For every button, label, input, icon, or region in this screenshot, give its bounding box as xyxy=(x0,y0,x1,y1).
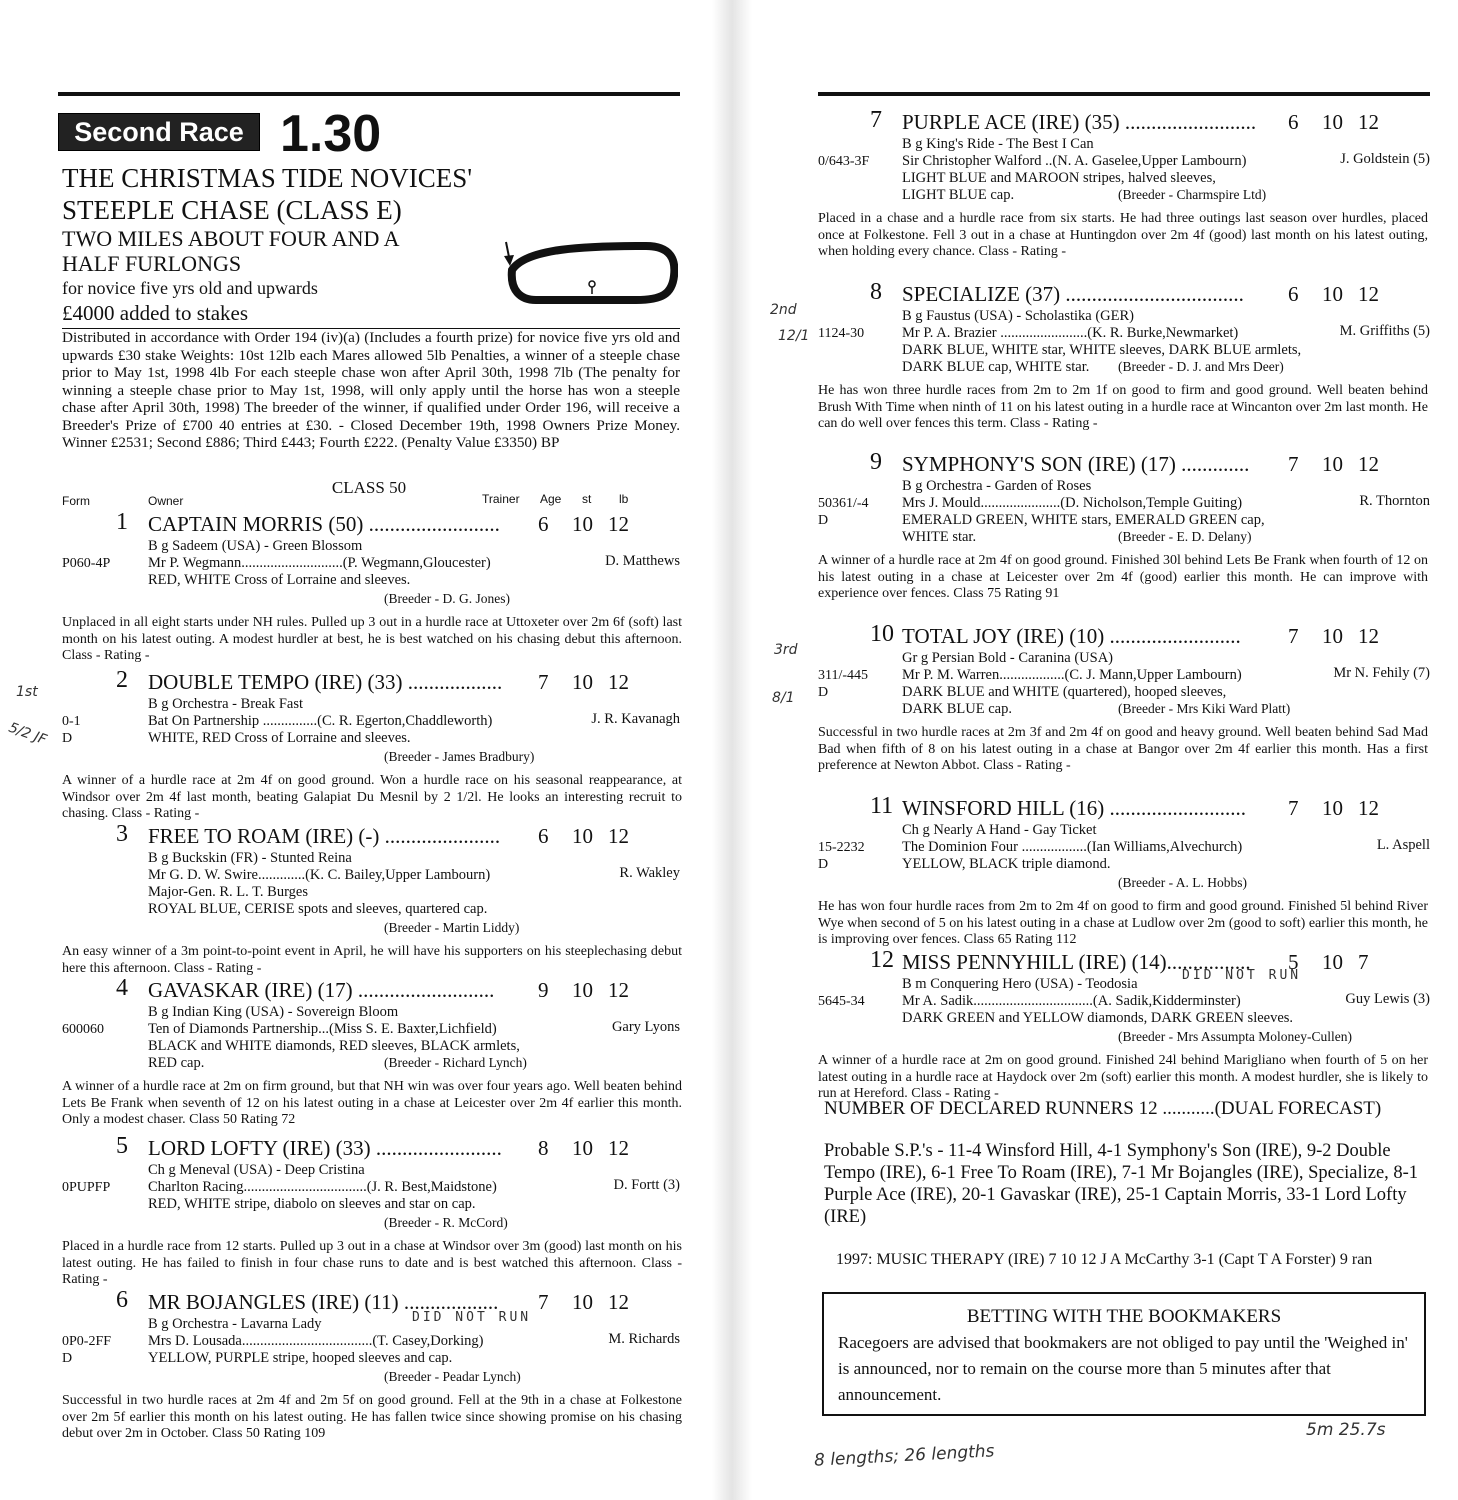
col-age: Age xyxy=(540,492,562,506)
runner-owner-trainer: Bat On Partnership ...............(C. R. Egerton,Chaddleworth) xyxy=(148,713,493,729)
runner-st: 10 xyxy=(572,1136,593,1160)
runner-comment: He has won three hurdle races from 2m to 2m 1f on good to firm and good ground. Well beaten behind Brush With Time when ninth of 11 on his latest outing in a hurdle race at Wincanton over 2m last month. He can do well over fences this term. Class - Rating - xyxy=(818,383,1428,431)
runner-colours: DARK BLUE and WHITE (quartered), hooped sleeves, xyxy=(902,684,1227,700)
runner-colours: RED, WHITE stripe, diabolo on sleeves and star on cap. xyxy=(148,1196,476,1212)
runner-form: 1124-30 xyxy=(818,326,865,341)
runner-st: 10 xyxy=(572,670,593,694)
runner-breeder: (Breeder - A. L. Hobbs) xyxy=(1118,875,1247,890)
runner-colours-extra: WHITE star. xyxy=(902,529,977,545)
runner-form-flag: D xyxy=(818,685,829,700)
runner-number: 10 xyxy=(870,621,894,647)
runner-colours: LIGHT BLUE and MAROON stripes, halved sleeves, xyxy=(902,170,1216,186)
runner-colours: BLACK and WHITE diamonds, RED sleeves, BLACK armlets, xyxy=(148,1038,520,1054)
runner-lb: 12 xyxy=(608,1136,629,1160)
runner-comment: Placed in a chase and a hurdle race from six starts. He had three outings last season over hurdles, placed once at Folkestone. Fell 3 out in a chase at Huntingdon over 2m 4f (good) last month on his latest outing, when holding every chance. Class - Rating - xyxy=(818,211,1428,259)
runner-colours: DARK GREEN and YELLOW diamonds, DARK GREEN sleeves. xyxy=(902,1010,1294,1026)
runner-breeder: (Breeder - E. D. Delany) xyxy=(1118,529,1252,544)
runner-st: 10 xyxy=(572,512,593,536)
runner-owner-trainer: Mrs J. Mould......................(D. Nicholson,Temple Guiting) xyxy=(902,495,1243,511)
race-distance-line2: HALF FURLONGS xyxy=(62,251,242,276)
runner-lb: 12 xyxy=(608,670,629,694)
runner-lb: 7 xyxy=(1358,950,1369,974)
hand-second-place: 2nd xyxy=(770,302,797,318)
hand-dnr-12: DID NOT RUN xyxy=(1182,968,1302,983)
runner-breeding: B g Orchestra - Lavarna Lady xyxy=(148,1316,322,1332)
runner-jockey: L. Aspell xyxy=(1376,837,1430,853)
runner-name: GAVASKAR (IRE) (17) .......................... xyxy=(148,978,495,1002)
runner-form: 600060 xyxy=(62,1022,104,1037)
hand-first-place: 1st xyxy=(16,684,38,700)
runner-form: 0P0-2FF xyxy=(62,1334,112,1349)
runner-jockey: D. Matthews xyxy=(605,553,680,569)
race-conditions xyxy=(62,328,680,452)
runner-number: 8 xyxy=(870,279,882,305)
runner-number: 4 xyxy=(116,975,128,1001)
runner-number: 6 xyxy=(116,1287,128,1313)
runner-jockey: M. Richards xyxy=(608,1331,680,1347)
runner-lb: 12 xyxy=(1358,796,1379,820)
runner-colours: WHITE, RED Cross of Lorraine and sleeves. xyxy=(148,730,411,746)
runner-owner-extra: Major-Gen. R. L. T. Burges xyxy=(148,884,308,900)
runner-name: MISS PENNYHILL (IRE) (14)................ xyxy=(902,950,1251,974)
runner-breeding: B g King's Ride - The Best I Can xyxy=(902,136,1094,152)
hand-dnr-6: DID NOT RUN xyxy=(412,1310,532,1325)
runner-form: 0PUPFP xyxy=(62,1180,111,1195)
runner-name: LORD LOFTY (IRE) (33) ........................ xyxy=(148,1136,502,1160)
runner-jockey: Guy Lewis (3) xyxy=(1345,991,1430,1007)
runner-age: 5 xyxy=(1288,950,1299,974)
runner-lb: 12 xyxy=(608,978,629,1002)
runner-jockey: R. Thornton xyxy=(1359,493,1430,509)
runner-owner-trainer: Mrs D. Lousada....................................(T. Casey,Dorking) xyxy=(148,1333,484,1349)
page-fold xyxy=(712,0,752,1500)
runner-breeding: Ch g Meneval (USA) - Deep Cristina xyxy=(148,1162,365,1178)
runner-form-flag: D xyxy=(818,857,829,872)
runner-form: 15-2232 xyxy=(818,840,865,855)
hand-first-odds: 5/2 JF xyxy=(6,719,49,749)
runner-breeder: (Breeder - R. McCord) xyxy=(384,1215,508,1230)
runner-breeding: B g Faustus (USA) - Scholastika (GER) xyxy=(902,308,1134,324)
hand-third-place: 3rd xyxy=(774,642,798,658)
previous-winner: 1997: MUSIC THERAPY (IRE) 7 10 12 J A McCarthy 3-1 (Capt T A Forster) 9 ran xyxy=(836,1251,1373,1268)
runner-age: 6 xyxy=(1288,282,1299,306)
runner-lb: 12 xyxy=(608,1290,629,1314)
betting-box xyxy=(822,1292,1426,1416)
runner-lb: 12 xyxy=(1358,282,1379,306)
runner-jockey: Gary Lyons xyxy=(611,1019,680,1035)
runner-owner-trainer: The Dominion Four ..................(Ian Williams,Alvechurch) xyxy=(902,839,1243,855)
runner-colours-extra: DARK BLUE cap, WHITE star. xyxy=(902,359,1090,375)
runner-form: 50361/-4 xyxy=(818,496,869,511)
runner-jockey: Mr N. Fehily (7) xyxy=(1333,665,1430,681)
col-lb: lb xyxy=(619,492,629,506)
runner-comment: A winner of a hurdle race at 2m 4f on good ground. Won a hurdle race on his seasonal reappearance, at Windsor over 2m 4f last month, beating Galapiat Du Mesnil by 2 1/2l. He looks an interesting recruit to chasing. Class - Rating - xyxy=(62,773,682,821)
runner-jockey: J. R. Kavanagh xyxy=(591,711,680,727)
runner-owner-trainer: Mr A. Sadik.................................(A. Sadik,Kidderminster) xyxy=(902,993,1241,1009)
runner-name: WINSFORD HILL (16) .......................... xyxy=(902,796,1246,820)
runner-st: 10 xyxy=(1322,110,1343,134)
runner-comment: A winner of a hurdle race at 2m on firm ground, but that NH win was over four years ago. Well beaten behind Lets Be Frank when seventh of 12 on his latest outing in a chase at Leicester over 2m 4f earlier this month. Only a modest chaser. Class 50 Rating 72 xyxy=(62,1079,682,1127)
runner-colours-extra: RED cap. xyxy=(148,1055,205,1071)
runner-comment: Successful in two hurdle races at 2m 4f and 2m 5f on good ground. Fell at the 9th in a chase at Folkestone over 2m 5f earlier this month on his latest outing. He has fallen twice since showing promise on his chasing debut over 2m in October. Class 50 Rating 109 xyxy=(62,1393,682,1441)
runner-number: 5 xyxy=(116,1133,128,1159)
race-distance-line1: TWO MILES ABOUT FOUR AND A xyxy=(62,226,400,251)
hand-third-odds: 8/1 xyxy=(772,690,795,706)
runner-form: 0/643-3F xyxy=(818,154,870,169)
top-rule-right xyxy=(818,92,1430,96)
runner-number: 7 xyxy=(870,107,882,133)
runner-jockey: M. Griffiths (5) xyxy=(1339,323,1430,339)
runner-breeder: (Breeder - Mrs Kiki Ward Platt) xyxy=(1118,701,1291,716)
hand-time: 5m 25.7s xyxy=(1306,1420,1386,1440)
runner-breeding: B g Sadeem (USA) - Green Blossom xyxy=(148,538,363,554)
runner-number: 9 xyxy=(870,449,882,475)
runner-breeder: (Breeder - Peadar Lynch) xyxy=(384,1369,521,1384)
race-eligibility: for novice five yrs old and upwards xyxy=(62,278,318,298)
race-title-line1: THE CHRISTMAS TIDE NOVICES' xyxy=(62,163,473,193)
runner-breeder: (Breeder - James Bradbury) xyxy=(384,749,535,764)
runner-comment: Unplaced in all eight starts under NH rules. Pulled up 3 out in a hurdle race at Uttoxeter over 2m 6f (soft) last month on his latest outing. A modest hurdler at best, he is best watched on his chasing debut this afternoon. Class - Rating - xyxy=(62,615,682,663)
runner-number: 12 xyxy=(870,947,894,973)
class-label: CLASS 50 xyxy=(331,478,407,497)
col-owner: Owner xyxy=(148,494,184,508)
runner-lb: 12 xyxy=(1358,624,1379,648)
runner-st: 10 xyxy=(572,1290,593,1314)
runner-age: 7 xyxy=(1288,796,1299,820)
runner-jockey: D. Fortt (3) xyxy=(613,1177,680,1193)
runner-name: MR BOJANGLES (IRE) (11) .................. xyxy=(148,1290,499,1314)
runner-owner-trainer: Mr G. D. W. Swire.............(K. C. Bailey,Upper Lambourn) xyxy=(148,867,491,883)
runner-st: 10 xyxy=(572,978,593,1002)
runner-breeder: (Breeder - Martin Liddy) xyxy=(384,920,520,935)
runner-number: 11 xyxy=(870,793,894,819)
declared-runners: NUMBER OF DECLARED RUNNERS 12 ...........(DUAL FORECAST) xyxy=(824,1098,1382,1119)
runner-st: 10 xyxy=(1322,282,1343,306)
runner-colours: EMERALD GREEN, WHITE stars, EMERALD GREEN cap, xyxy=(902,512,1265,528)
runner-age: 9 xyxy=(538,978,549,1002)
runner-form-flag: D xyxy=(62,1351,73,1366)
runner-colours: YELLOW, PURPLE stripe, hooped sleeves and cap. xyxy=(148,1350,453,1366)
runner-st: 10 xyxy=(572,824,593,848)
runner-breeding: B m Conquering Hero (USA) - Teodosia xyxy=(902,976,1138,992)
runner-age: 6 xyxy=(538,824,549,848)
runner-breeding: Ch g Nearly A Hand - Gay Ticket xyxy=(902,822,1097,838)
runner-name: DOUBLE TEMPO (IRE) (33) .................. xyxy=(148,670,503,694)
race-badge: Second Race xyxy=(58,113,260,151)
runner-owner-trainer: Mr P. A. Brazier ........................(K. R. Burke,Newmarket) xyxy=(902,325,1239,341)
runner-breeding: B g Orchestra - Garden of Roses xyxy=(902,478,1092,494)
runner-colours: RED, WHITE Cross of Lorraine and sleeves. xyxy=(148,572,411,588)
runner-age: 7 xyxy=(538,670,549,694)
runner-st: 10 xyxy=(1322,624,1343,648)
runner-breeding: B g Indian King (USA) - Sovereign Bloom xyxy=(148,1004,399,1020)
betting-title: BETTING WITH THE BOOKMAKERS xyxy=(966,1306,1282,1327)
runner-form: P060-4P xyxy=(62,556,111,571)
runner-number: 3 xyxy=(116,821,128,847)
runner-breeder: (Breeder - D. G. Jones) xyxy=(384,591,510,606)
runner-lb: 12 xyxy=(608,512,629,536)
runner-comment: A winner of a hurdle race at 2m 4f on good ground. Finished 30l behind Lets Be Frank when fourth of 12 on his latest outing in a chase at Leicester over 2m 4f (good) earlier this month. He can improve with experience over fences. Class 75 Rating 91 xyxy=(818,553,1428,601)
runner-owner-trainer: Ten of Diamonds Partnership...(Miss S. E. Baxter,Lichfield) xyxy=(148,1021,497,1037)
runner-owner-trainer: Sir Christopher Walford ..(N. A. Gaselee,Upper Lambourn) xyxy=(902,153,1247,169)
runner-name: SPECIALIZE (37) .................................. xyxy=(902,282,1244,306)
runner-age: 7 xyxy=(1288,624,1299,648)
runner-owner-trainer: Charlton Racing..................................(J. R. Best,Maidstone) xyxy=(148,1179,497,1195)
hand-second-odds: 12/1 xyxy=(778,328,810,344)
runner-colours-extra: DARK BLUE cap. xyxy=(902,701,1012,717)
race-title-line2: STEEPLE CHASE (CLASS E) xyxy=(62,195,402,225)
runner-jockey: R. Wakley xyxy=(619,865,680,881)
runner-st: 10 xyxy=(1322,950,1343,974)
runner-comment: He has won four hurdle races from 2m to 2m 4f on good to firm and good ground. Finished 5l behind River Wye when second of 5 on his latest outing in a chase at Ludlow over 2m (good to soft) earlier this month, he is improving over fences. Class 65 Rating 112 xyxy=(818,899,1428,947)
runner-form-flag: D xyxy=(818,513,829,528)
race-time: 1.30 xyxy=(280,105,382,163)
runner-breeder: (Breeder - Charmspire Ltd) xyxy=(1118,187,1267,202)
col-form: Form xyxy=(62,494,90,508)
runner-breeding: Gr g Persian Bold - Caranina (USA) xyxy=(902,650,1114,666)
race-prize: £4000 added to stakes xyxy=(62,301,249,325)
runner-owner-trainer: Mr P. Wegmann............................(P. Wegmann,Gloucester) xyxy=(148,555,491,571)
runner-breeding: B g Buckskin (FR) - Stunted Reina xyxy=(148,850,352,866)
runner-form: 311/-445 xyxy=(818,668,869,683)
col-trainer: Trainer xyxy=(482,492,520,506)
runner-lb: 12 xyxy=(1358,110,1379,134)
runner-name: TOTAL JOY (IRE) (10) ......................... xyxy=(902,624,1241,648)
runner-name: FREE TO ROAM (IRE) (-) ...................... xyxy=(148,824,501,848)
runner-age: 8 xyxy=(538,1136,549,1160)
runner-name: SYMPHONY'S SON (IRE) (17) ............. xyxy=(902,452,1250,476)
runner-breeder: (Breeder - Richard Lynch) xyxy=(384,1055,527,1070)
runner-lb: 12 xyxy=(608,824,629,848)
runner-lb: 12 xyxy=(1358,452,1379,476)
runner-name: PURPLE ACE (IRE) (35) ......................... xyxy=(902,110,1257,134)
top-rule xyxy=(58,92,680,96)
runner-number: 2 xyxy=(116,667,128,693)
runner-age: 6 xyxy=(538,512,549,536)
col-st: st xyxy=(582,492,592,506)
runner-comment: A winner of a hurdle race at 2m on good ground. Finished 24l behind Marigliano when fourth of 5 on her latest outing in a hurdle race at Haydock over 2m (soft) earlier this month. A modest hurdler, she is likely to run at Hereford. Class - Rating - xyxy=(818,1053,1428,1101)
betting-body: Racegoers are advised that bookmakers are not obliged to pay until the 'Weighed in' is announced, nor to remain on the course more than 5 minutes after that announcement. xyxy=(838,1333,1408,1404)
runner-age: 7 xyxy=(538,1290,549,1314)
runner-name: CAPTAIN MORRIS (50) ......................... xyxy=(148,512,500,536)
race-conditions-text: Distributed in accordance with Order 194 (iv)(a) (Includes a fourth prize) for novice five yrs old and upwards £30 stake Weights: 10st 12lb each Mares allowed 5lb Penalties, a winner of a steeple chase prior to May 1st, 1998 4lb For each steeple chase won after April 30th, 1998 7lb (The penalty for winning a steeple chase prior to May 1st, 1998, will only apply until the horse has won a steeple chase after April 30th, 1998) The breeder of the winner, if qualified under Order 196, will receive a Breeder's Prize of £700 40 entries at £30. - Closed December 19th, 1998 Owners Prize Money. Winner £2531; Second £886; Third £443; Fourth £222. (Penalty Value £3350) BP xyxy=(62,329,680,451)
runner-colours-extra: LIGHT BLUE cap. xyxy=(902,187,1015,203)
runner-comment: Placed in a hurdle race from 12 starts. Pulled up 3 out in a chase at Windsor over 3m (good) last month on his latest outing. He has failed to finish in four chase runs to date and is best watched this afternoon. Class - Rating - xyxy=(62,1239,682,1287)
runner-owner-trainer: Mr P. M. Warren..................(C. J. Mann,Upper Lambourn) xyxy=(902,667,1242,683)
runner-breeder: (Breeder - D. J. and Mrs Deer) xyxy=(1118,359,1284,374)
runner-breeder: (Breeder - Mrs Assumpta Moloney-Cullen) xyxy=(1118,1029,1352,1044)
runner-colours: DARK BLUE, WHITE star, WHITE sleeves, DARK BLUE armlets, xyxy=(902,342,1302,358)
runner-comment: An easy winner of a 3m point-to-point event in April, he will have his supporters on his steeplechasing debut here this afternoon. Class - Rating - xyxy=(62,944,682,976)
course-map-icon xyxy=(496,238,678,304)
runner-form-flag: D xyxy=(62,731,73,746)
runner-st: 10 xyxy=(1322,796,1343,820)
hand-distances: 8 lengths; 26 lengths xyxy=(813,1441,995,1471)
runner-comment: Successful in two hurdle races at 2m 3f and 2m 4f on good and heavy ground. Well beaten behind Sad Mad Bad when fifth of 8 on his latest outing in a chase at Bangor over 2m 4f earlier this month. Has a first preference at Newton Abbot. Class - Rating - xyxy=(818,725,1428,773)
runner-form: 5645-34 xyxy=(818,994,865,1009)
runner-jockey: J. Goldstein (5) xyxy=(1340,151,1430,167)
runner-form: 0-1 xyxy=(62,714,81,729)
runner-age: 7 xyxy=(1288,452,1299,476)
probable-sp: Probable S.P.'s - 11-4 Winsford Hill, 4-1 Symphony's Son (IRE), 9-2 Double Tempo (IRE), 6-1 Free To Roam (IRE), 7-1 Mr Bojangles (IRE), Specialize, 8-1 Purple Ace (IRE), 20-1 Gavaskar (IRE), 25-1 Captain Morris, 33-1 Lord Lofty (IRE) xyxy=(824,1141,1419,1227)
runner-st: 10 xyxy=(1322,452,1343,476)
runner-age: 6 xyxy=(1288,110,1299,134)
runner-number: 1 xyxy=(116,509,128,535)
runner-colours: ROYAL BLUE, CERISE spots and sleeves, quartered cap. xyxy=(148,901,488,917)
runner-colours: YELLOW, BLACK triple diamond. xyxy=(902,856,1111,872)
runner-breeding: B g Orchestra - Break Fast xyxy=(148,696,304,712)
